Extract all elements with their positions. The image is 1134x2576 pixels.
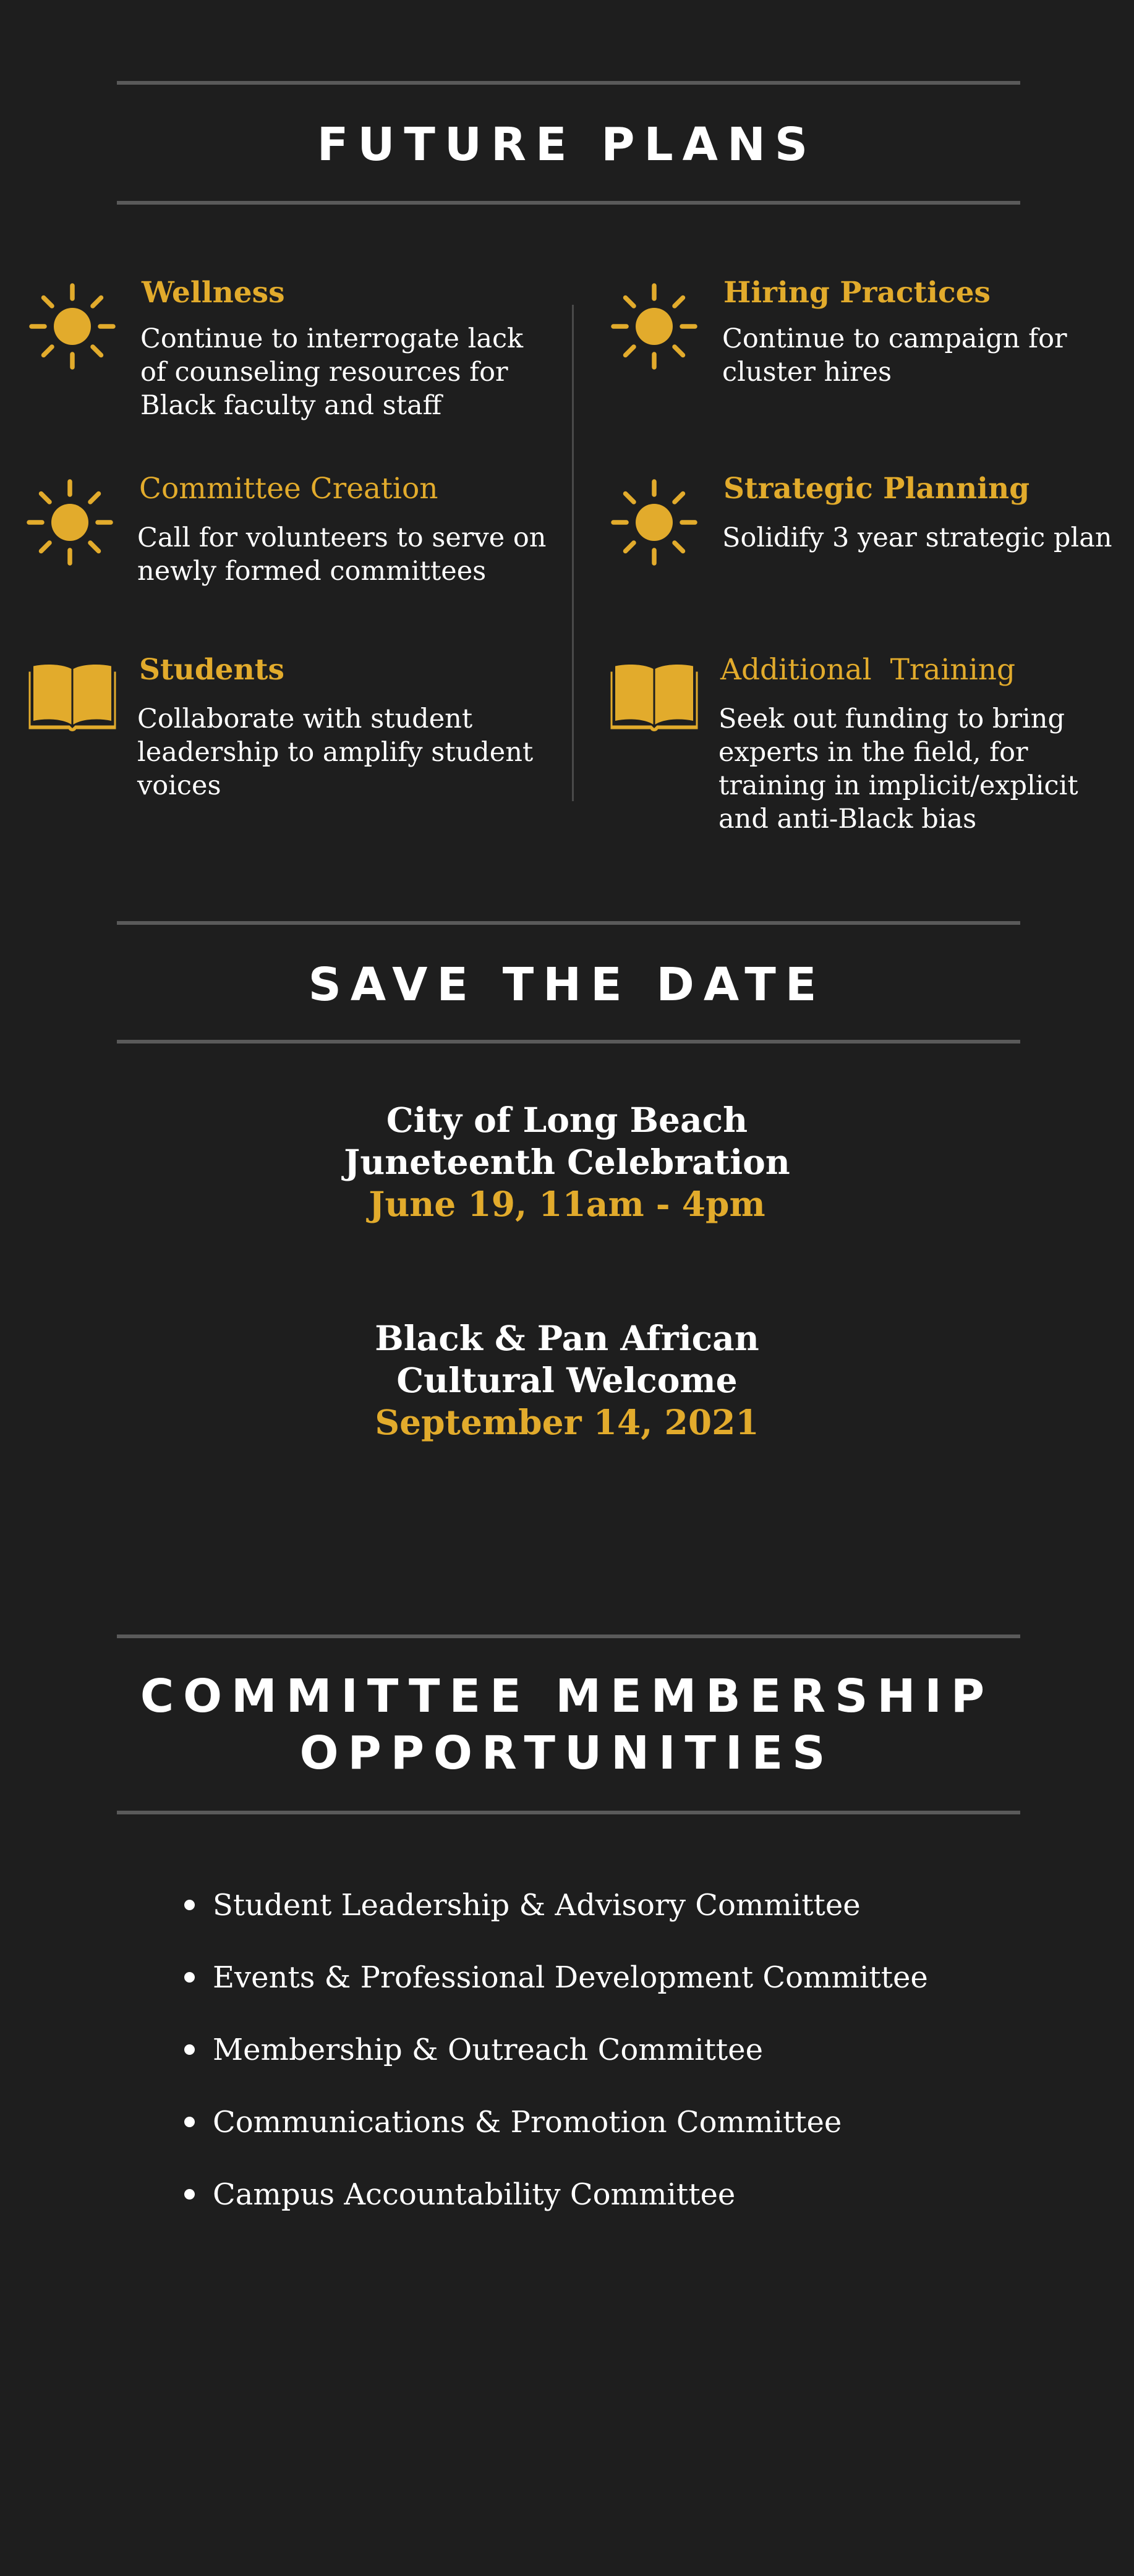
save-the-date-heading: SAVE THE DATE [308,958,826,1011]
divider-line [117,921,1020,925]
sun-icon [26,280,119,373]
event-date: September 14, 2021 [375,1402,759,1442]
sun-icon [608,476,701,569]
list-item [181,1960,928,2032]
event-name-line: Black & Pan African [375,1318,759,1358]
heading-line: OPPORTUNITIES [299,1727,835,1780]
event-name-line: Juneteenth Celebration [344,1142,790,1182]
event-name-line: City of Long Beach [386,1100,748,1140]
bullet-icon [184,1900,195,1910]
divider-line [117,81,1020,85]
bullet-icon [184,1972,195,1983]
plan-description-wellness: Continue to interrogate lack of counseling resources for Black faculty and staff [140,323,524,421]
plan-title-hiring-practices: Hiring Practices [723,276,991,310]
divider-line [117,201,1020,205]
list-item [181,1887,928,1960]
committee-name: Student Leadership & Advisory Committee [213,1888,861,1923]
event-juneteenth [0,1099,1134,1225]
sun-icon [23,476,116,569]
bullet-icon [184,2117,195,2127]
plan-title-students: Students [139,653,284,687]
divider-line [117,1634,1020,1638]
plan-title-additional-training: Additional Training [720,653,1016,687]
bullet-icon [184,2189,195,2200]
book-icon [26,650,119,743]
committee-membership-heading [0,1668,1134,1782]
committee-name: Membership & Outreach Committee [213,2033,763,2067]
plan-description-hiring-practices: Continue to campaign for cluster hires [722,323,1067,388]
committee-list [181,1887,928,2249]
divider-line [117,1811,1020,1814]
list-item [181,2177,928,2249]
plan-description-students: Collaborate with student leadership to amplify student voices [137,704,534,801]
event-name-line: Cultural Welcome [396,1360,738,1400]
column-divider [572,305,574,801]
list-item [181,2104,928,2177]
divider-line [117,1040,1020,1044]
event-cultural-welcome [0,1317,1134,1443]
future-plans-heading: FUTURE PLANS [317,118,817,171]
plan-title-committee-creation: Committee Creation [139,472,438,506]
plan-description-strategic-planning: Solidify 3 year strategic plan [722,522,1112,553]
list-item [181,2032,928,2104]
plan-title-strategic-planning: Strategic Planning [723,472,1030,506]
plan-title-wellness: Wellness [142,276,285,310]
bullet-icon [184,2044,195,2055]
committee-name: Communications & Promotion Committee [213,2105,842,2140]
sun-icon [608,280,701,373]
committee-name: Events & Professional Development Committee [213,1960,928,1995]
plan-description-additional-training: Seek out funding to bring experts in the field, for training in implicit/explicit and anti-Black bias [718,704,1078,835]
event-date: June 19, 11am - 4pm [369,1184,765,1224]
committee-name: Campus Accountability Committee [213,2177,736,2212]
book-icon [608,650,701,743]
plan-description-committee-creation: Call for volunteers to serve on newly formed committees [137,522,547,587]
heading-line: COMMITTEE MEMBERSHIP [140,1670,994,1723]
